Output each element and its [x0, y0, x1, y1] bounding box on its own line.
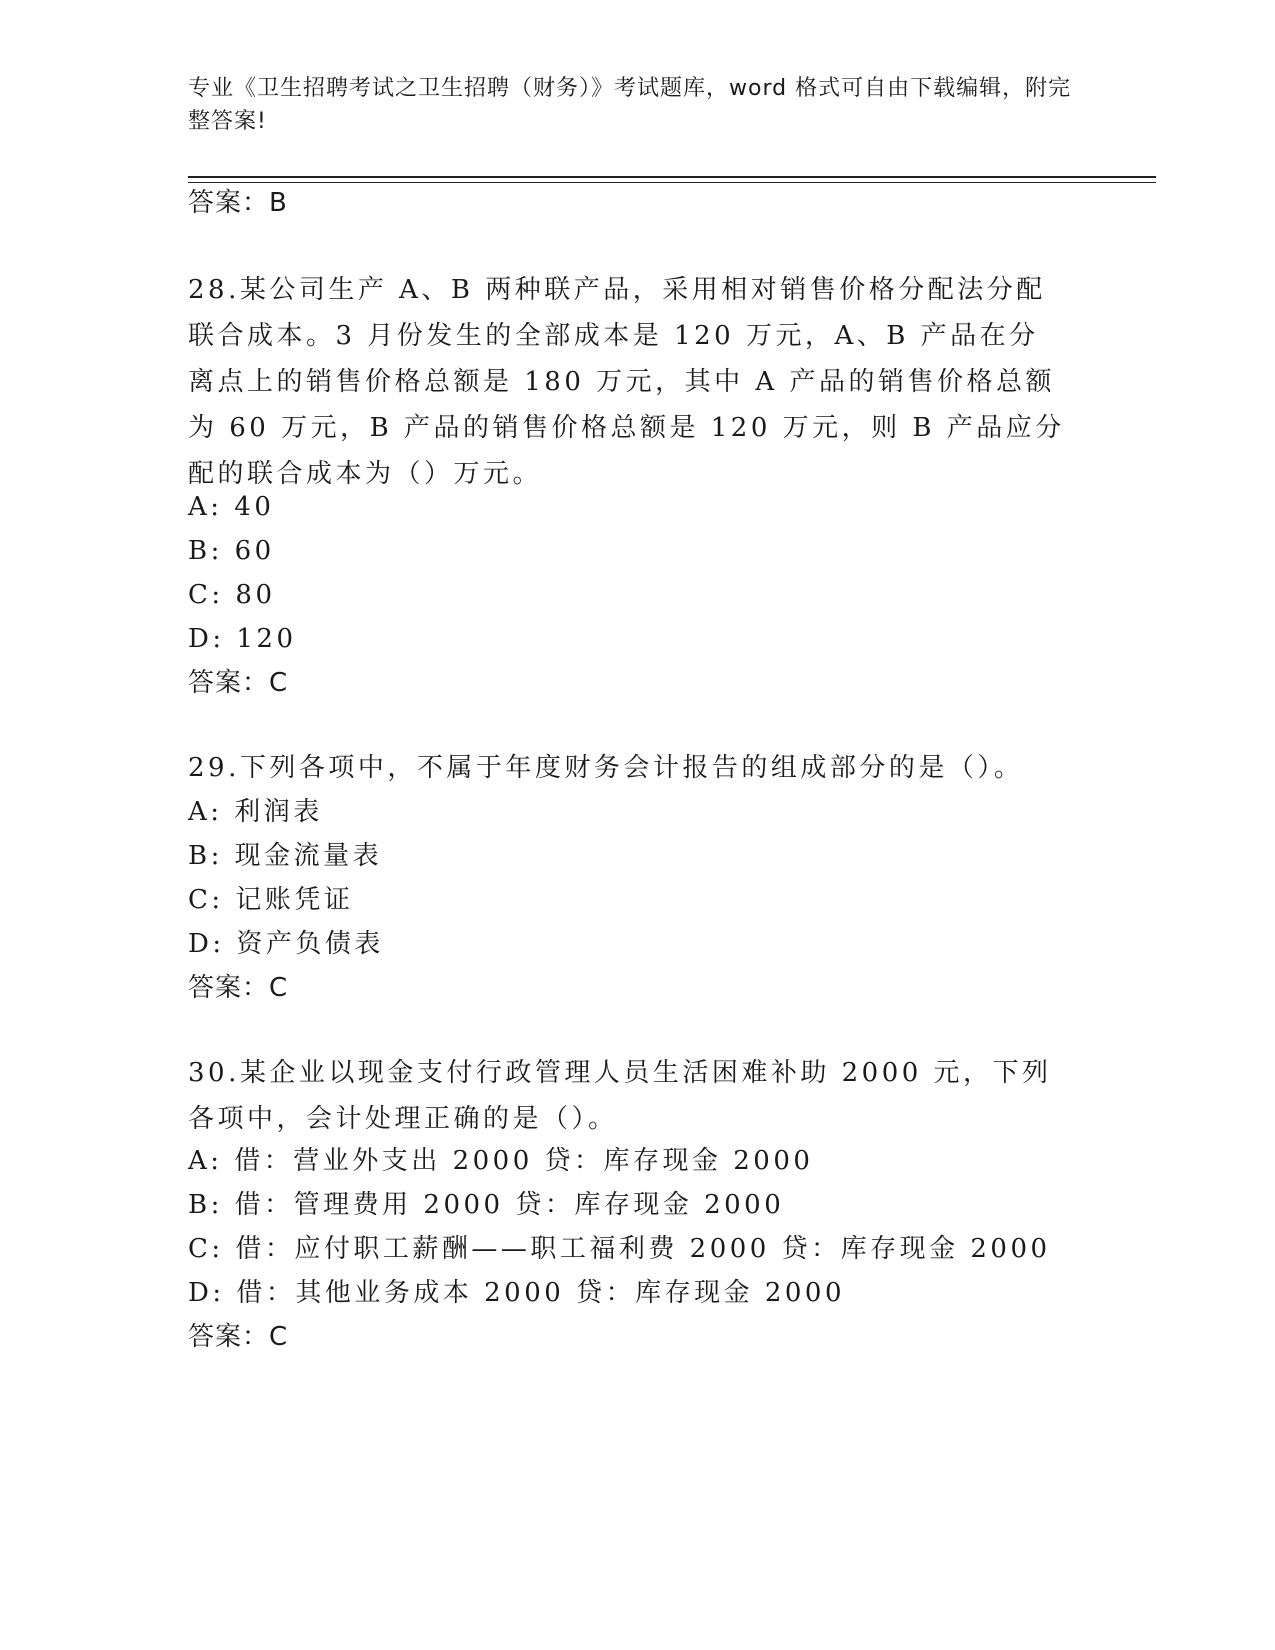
document-header: 专业《卫生招聘考试之卫生招聘（财务）》考试题库，word 格式可自由下载编辑，附完整答案! [188, 76, 1072, 134]
question-30-option-b: B: 借：管理费用 2000 贷：库存现金 2000 [188, 1190, 785, 1220]
question-29-option-d: D: 资产负债表 [188, 929, 384, 959]
question-29-option-c: C: 记账凭证 [188, 885, 354, 915]
question-28-stem: 28.某公司生产 A、B 两种联产品，采用相对销售价格分配法分配联合成本。3 月份发生的全部成本是 120 万元，A、B 产品在分离点上的销售价格总额是 180 万元，其中 A 产品的销售价格总额为 60 万元，B 产品的销售价格总额是 120 万元，则 B 产品应分配的联合成本为（）万元。 [188, 275, 1065, 489]
question-29-option-a: A: 利润表 [188, 797, 323, 827]
question-30-answer: 答案：C [188, 1322, 289, 1352]
question-30-option-c: C: 借：应付职工薪酬——职工福利费 2000 贷：库存现金 2000 [188, 1234, 1051, 1264]
question-28-option-c: C: 80 [188, 580, 276, 610]
previous-answer: 答案：B [188, 188, 288, 218]
question-28-option-b: B: 60 [188, 536, 275, 566]
question-28-option-a: A: 40 [188, 492, 275, 522]
question-30-stem: 30.某企业以现金支付行政管理人员生活困难补助 2000 元，下列各项中，会计处理正确的是（）。 [188, 1058, 1052, 1134]
question-28-option-d: D: 120 [188, 624, 297, 654]
question-29-stem: 29.下列各项中，不属于年度财务会计报告的组成部分的是（）。 [188, 753, 1024, 783]
header-rule-thin [188, 182, 1156, 183]
question-30-option-d: D: 借：其他业务成本 2000 贷：库存现金 2000 [188, 1278, 846, 1308]
question-29-option-b: B: 现金流量表 [188, 841, 383, 871]
question-29-answer: 答案：C [188, 973, 289, 1003]
question-28-answer: 答案：C [188, 668, 289, 698]
question-30-option-a: A: 借：营业外支出 2000 贷：库存现金 2000 [188, 1146, 814, 1176]
header-rule-thick [188, 176, 1156, 178]
